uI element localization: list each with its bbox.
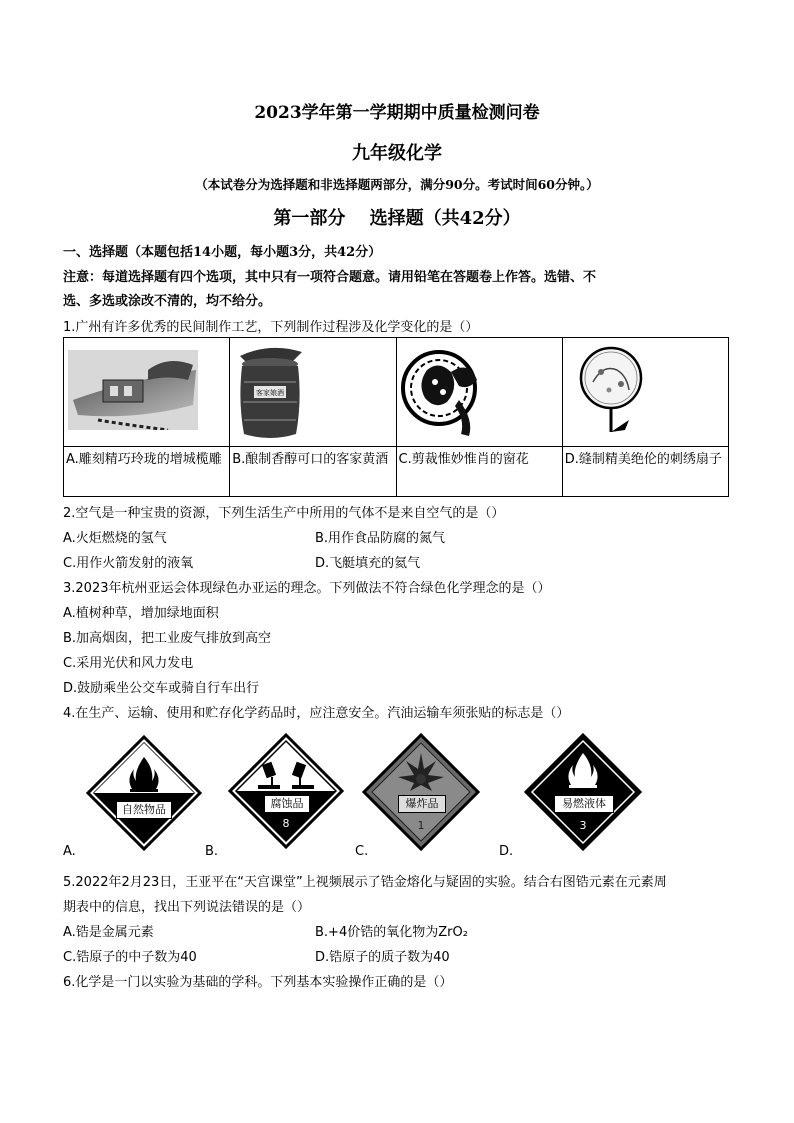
hazard-sign-b-number: 8	[282, 817, 290, 830]
question-5-option-b: B.+4价锆的氧化物为ZrO₂	[315, 925, 468, 940]
hazard-sign-a	[86, 735, 202, 851]
flame-icon	[86, 735, 202, 851]
question-5-stem-line2: 期表中的信息，找出下列说法错误的是（）	[63, 900, 311, 915]
option-image-cell-a	[64, 338, 230, 447]
question-5-option-d: D.锆原子的质子数为40	[315, 950, 450, 965]
option-image-cell-c	[396, 338, 562, 447]
option-label-b: B.酿制香醇可口的客家黄酒	[230, 447, 396, 497]
hazard-sign-d-label: 易燃液体	[554, 795, 614, 813]
hazard-sign-d	[524, 733, 642, 851]
question-4-option-b-letter: B.	[205, 844, 219, 859]
question-4-option-c-letter: C.	[355, 844, 369, 859]
paper-cut-rooster-image	[399, 340, 489, 440]
question-4-stem: 4.在生产、运输、使用和贮存化学药品时，应注意安全。汽油运输车须张贴的标志是（）	[63, 706, 570, 721]
option-label-c: C.剪裁惟妙惟肖的窗花	[396, 447, 562, 497]
exam-subtitle: 九年级化学	[352, 143, 442, 164]
question-1-options-table	[63, 337, 729, 497]
explosion-icon	[362, 733, 480, 851]
option-label-d: D.缝制精美绝伦的刺绣扇子	[562, 447, 728, 497]
question-2-option-d: D.飞艇填充的氦气	[315, 556, 421, 571]
question-2-option-c: C.用作火箭发射的液氧	[63, 556, 194, 571]
hazard-sign-c	[362, 733, 480, 851]
olive-pit-carving-boat-image	[68, 350, 198, 430]
part-title: 第一部分 选择题（共42分）	[273, 208, 521, 229]
hazard-sign-c-label: 爆炸品	[398, 795, 446, 813]
question-3-stem: 3.2023年杭州亚运会体现绿色办亚运的理念。下列做法不符合绿色化学理念的是（）	[63, 581, 551, 596]
flame-icon	[524, 733, 642, 851]
option-image-cell-b	[230, 338, 396, 447]
question-4-option-d-letter: D.	[499, 844, 514, 859]
question-2-stem: 2.空气是一种宝贵的资源，下列生活生产中所用的气体不是来自空气的是（）	[63, 506, 505, 521]
corrosive-icon	[228, 733, 344, 849]
question-3-option-b: B.加高烟囱，把工业废气排放到高空	[63, 631, 272, 646]
exam-instructions: （本试卷分为选择题和非选择题两部分，满分90分。考试时间60分钟。）	[195, 177, 599, 192]
embroidered-fan-image	[571, 342, 651, 442]
hazard-sign-b	[228, 733, 344, 849]
question-1-stem: 1.广州有许多优秀的民间制作工艺，下列制作过程涉及化学变化的是（）	[63, 320, 479, 335]
question-5-option-c: C.锆原子的中子数为40	[63, 950, 197, 965]
option-label-a: A.雕刻精巧玲珑的增城榄雕	[64, 447, 230, 497]
exam-title: 2023学年第一学期期中质量检测问卷	[254, 103, 540, 123]
option-image-cell-d	[562, 338, 728, 447]
hazard-sign-c-number: 1	[417, 819, 425, 832]
hazard-sign-d-number: 3	[579, 819, 587, 832]
question-3-option-c: C.采用光伏和风力发电	[63, 656, 194, 671]
jar-label-text: 客家娘酒	[256, 389, 285, 397]
question-4-option-a-letter: A.	[63, 844, 76, 859]
question-3-option-a: A.植树种草，增加绿地面积	[63, 606, 219, 621]
hazard-sign-a-label: 自然物品	[116, 801, 172, 819]
question-2-option-a: A.火炬燃烧的氢气	[63, 531, 167, 546]
section-note-line1: 注意：每道选择题有四个选项，其中只有一项符合题意。请用铅笔在答题卷上作答。选错、不	[63, 270, 597, 285]
question-6-stem: 6.化学是一门以实验为基础的学科。下列基本实验操作正确的是（）	[63, 975, 453, 990]
yellow-wine-jar-image	[230, 342, 310, 442]
question-5-stem-line1: 5.2022年2月23日，王亚平在“天宫课堂”上视频展示了锆金熔化与疑固的实验。结合右图锆元素在元素周	[63, 875, 667, 890]
section-note-line2: 选、多选或涂改不清的，均不给分。	[63, 294, 272, 309]
question-5-option-a: A.锆是金属元素	[63, 925, 154, 940]
section-heading: 一、选择题（本题包括14小题，每小题3分，共42分）	[63, 245, 382, 260]
question-2-option-b: B.用作食品防腐的氮气	[315, 531, 446, 546]
question-3-option-d: D.鼓励乘坐公交车或骑自行车出行	[63, 681, 260, 696]
hazard-sign-b-label: 腐蚀品	[264, 795, 310, 813]
